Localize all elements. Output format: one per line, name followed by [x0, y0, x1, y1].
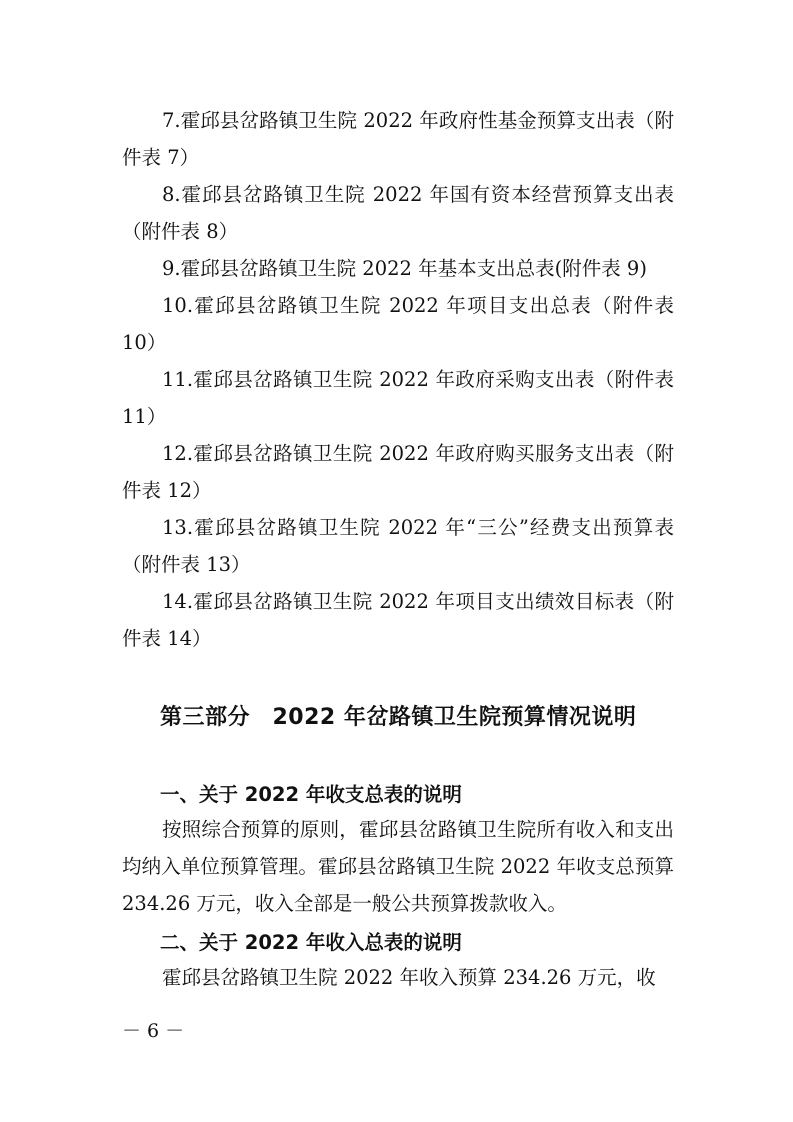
attachment-item-11: 11.霍邱县岔路镇卫生院 2022 年政府采购支出表（附件表 11） — [122, 368, 674, 428]
subsection-body-2: 霍邱县岔路镇卫生院 2022 年收入预算 234.26 万元，收 — [162, 966, 656, 989]
attachment-item-8: 8.霍邱县岔路镇卫生院 2022 年国有资本经营预算支出表（附件表 8） — [122, 183, 674, 243]
attachment-item-13: 13.霍邱县岔路镇卫生院 2022 年“三公”经费支出预算表（附件表 13） — [122, 516, 674, 576]
attachment-item-10: 10.霍邱县岔路镇卫生院 2022 年项目支出总表（附件表 10） — [122, 294, 674, 354]
attachment-item-7: 7.霍邱县岔路镇卫生院 2022 年政府性基金预算支出表（附件表 7） — [122, 109, 674, 169]
attachment-item-14: 14.霍邱县岔路镇卫生院 2022 年项目支出绩效目标表（附件表 14） — [122, 590, 674, 650]
section-title: 第三部分 2022 年岔路镇卫生院预算情况说明 — [160, 705, 637, 730]
subsection-body-1: 按照综合预算的原则，霍邱县岔路镇卫生院所有收入和支出均纳入单位预算管理。霍邱县岔路镇卫生院 2022 年收支总预算 234.26 万元，收入全部是一般公共预算拨款收入。 — [122, 818, 674, 915]
page-number: － 6 － — [122, 1020, 185, 1042]
subsection-heading-1: 一、关于 2022 年收支总表的说明 — [160, 783, 462, 806]
subsection-heading-2: 二、关于 2022 年收入总表的说明 — [160, 931, 462, 954]
attachment-item-9: 9.霍邱县岔路镇卫生院 2022 年基本支出总表(附件表 9) — [162, 257, 647, 280]
attachment-item-12: 12.霍邱县岔路镇卫生院 2022 年政府购买服务支出表（附件表 12） — [122, 442, 674, 502]
